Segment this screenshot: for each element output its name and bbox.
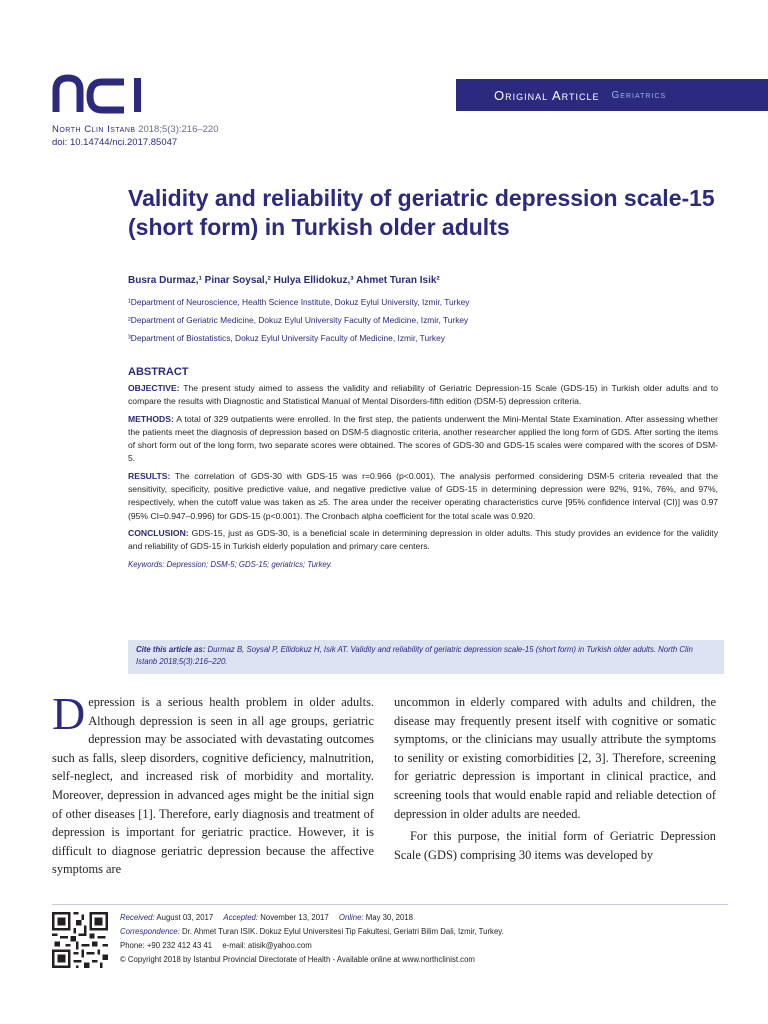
conclusion-label: CONCLUSION: bbox=[128, 527, 189, 538]
abstract-results bbox=[128, 470, 718, 523]
phone: Phone: +90 232 412 43 41 bbox=[120, 941, 213, 950]
body-text-3: For this purpose, the initial form of Geriatric Depression Scale (GDS) comprising 30 items was developed by bbox=[394, 829, 716, 862]
accepted-date: November 13, 2017 bbox=[258, 913, 329, 922]
methods-text: A total of 329 outpatients were enrolled. In the first step, the patients underwent the Mini-Mental State Examination. After assessing whether the patients meet the diagnosis of depression based on DSM-5 diagnostic criteria, another researcher applied the long form of GDS. After sorting the items of short form out of the long form, two separate scores were obtained. The scores of GDS-30 and GDS-15 scales were compared with the scores of DSM-5. bbox=[128, 413, 718, 464]
article-footer bbox=[120, 911, 504, 967]
results-text: The correlation of GDS-30 with GDS-15 was r=0.966 (p<0.001). The analysis performed considering DSM-5 criteria revealed that the sensitivity, specificity, positive predictive value, and negative predictive value of GDS-15 in determining depression were 92%, 91%, 76%, and 97%, respectively, when the cutoff value was taken as ≥5. The area under the receiver operating characteristics curve [95% confidence interval (CI)] was 0.97 (95% CI=0.947–0.996) for GDS-15 (p<0.001). The Cronbach alpha coefficient for the total scale was 0.920. bbox=[128, 470, 718, 521]
conclusion-text: GDS-15, just as GDS-30, is a beneficial scale in determining depression in older adults. This study provides an evidence for the validity and reliability of GDS-15 in Turkish elderly population and primary care centers. bbox=[128, 527, 718, 552]
received-date: August 03, 2017 bbox=[154, 913, 214, 922]
doi: doi: 10.14744/nci.2017.85047 bbox=[52, 137, 178, 148]
online-label: Online: bbox=[338, 913, 364, 922]
body-text-2: uncommon in elderly compared with adults and children, the disease may frequently present itself with cognitive or somatic symptoms, or the clinicians may usually attribute the symptoms to senility or existing comorbidities [2, 3]. Therefore, screening for geriatric depression is important in clinical practice, and screening tools that would enable rapid and reliable detection of depression in older adults are needed. bbox=[394, 695, 716, 821]
journal-volume: 2018;5(3):216–220 bbox=[138, 124, 219, 135]
correspondence-text: Dr. Ahmet Turan ISIK. Dokuz Eylul Universitesi Tip Fakultesi, Geriatri Bilim Dali, Izmir, Turkey. bbox=[179, 927, 504, 936]
journal-name: North Clin Istanb bbox=[52, 124, 136, 135]
methods-label: METHODS: bbox=[128, 413, 174, 424]
body-column-1 bbox=[52, 688, 374, 879]
footer-divider bbox=[52, 904, 728, 905]
body-column-2 bbox=[394, 693, 716, 864]
accepted-label: Accepted: bbox=[223, 913, 259, 922]
abstract-heading: ABSTRACT bbox=[128, 366, 189, 378]
article-title: Validity and reliability of geriatric depression scale-15 (short form) in Turkish older adults bbox=[128, 185, 715, 240]
cite-text: Durmaz B, Soysal P, Ellidokuz H, Isik AT. Validity and reliability of geriatric depression scale-15 (short form) in Turkish older adults. North Clin Istanb 2018;5(3):216–220. bbox=[136, 645, 693, 666]
online-date: May 30, 2018 bbox=[363, 913, 414, 922]
objective-text: The present study aimed to assess the validity and reliability of Geriatric Depression-15 Scale (GDS-15) in Turkish older adults and to compare the results with Diagnostic and Statistical Manual of Mental Disorders-fifth edition (DSM-5) depression criteria. bbox=[128, 383, 718, 407]
journal-logo bbox=[52, 74, 160, 114]
journal-info bbox=[52, 123, 219, 149]
article-section: Geriatrics bbox=[611, 89, 667, 101]
cite-label: Cite this article as: bbox=[136, 645, 206, 654]
affiliation-3: ³Department of Biostatistics, Dokuz Eylul University Faculty of Medicine, Izmir, Turkey bbox=[128, 333, 445, 343]
copyright: © Copyright 2018 by Istanbul Provincial Directorate of Health - Available online at www.northclinist.com bbox=[120, 955, 475, 964]
affiliation-1: ¹Department of Neuroscience, Health Science Institute, Dokuz Eylul University, Izmir, Turkey bbox=[128, 297, 470, 307]
keywords: Keywords: Depression; DSM-5; GDS-15; geriatrics; Turkey. bbox=[128, 559, 333, 569]
abstract-methods bbox=[128, 413, 718, 466]
email: e-mail: atisik@yahoo.com bbox=[222, 941, 312, 950]
received-label: Received: bbox=[120, 913, 155, 922]
body-text-1: epression is a serious health problem in older adults. Although depression is seen in all age groups, geriatric depression may be associated with devastating outcomes such as falls, sleep disorders, cognitive deficiency, malnutrition, self-neglect, and increased risk of morbidity and mortality. Moreover, depression in advanced ages might be the initial sign of other diseases [1]. Therefore, early diagnosis and treatment of depression is important for geriatric practice. However, it is difficult to diagnose geriatric depression because the affective symptoms are bbox=[52, 695, 374, 877]
article-type-banner bbox=[456, 79, 768, 111]
abstract-objective bbox=[128, 382, 718, 409]
drop-cap: D bbox=[52, 688, 86, 739]
results-label: RESULTS: bbox=[128, 470, 171, 481]
qr-code-icon bbox=[52, 912, 108, 968]
author-list: Busra Durmaz,¹ Pinar Soysal,² Hulya Ellidokuz,³ Ahmet Turan Isik² bbox=[128, 275, 440, 286]
citation-box bbox=[128, 640, 724, 674]
affiliation-2: ²Department of Geriatric Medicine, Dokuz Eylul University Faculty of Medicine, Izmir, Turkey bbox=[128, 315, 469, 325]
article-type: Original Article bbox=[494, 87, 600, 103]
correspondence-label: Correspondence: bbox=[120, 927, 180, 936]
objective-label: OBJECTIVE: bbox=[128, 383, 180, 393]
abstract-conclusion bbox=[128, 527, 718, 554]
abstract bbox=[128, 366, 718, 575]
